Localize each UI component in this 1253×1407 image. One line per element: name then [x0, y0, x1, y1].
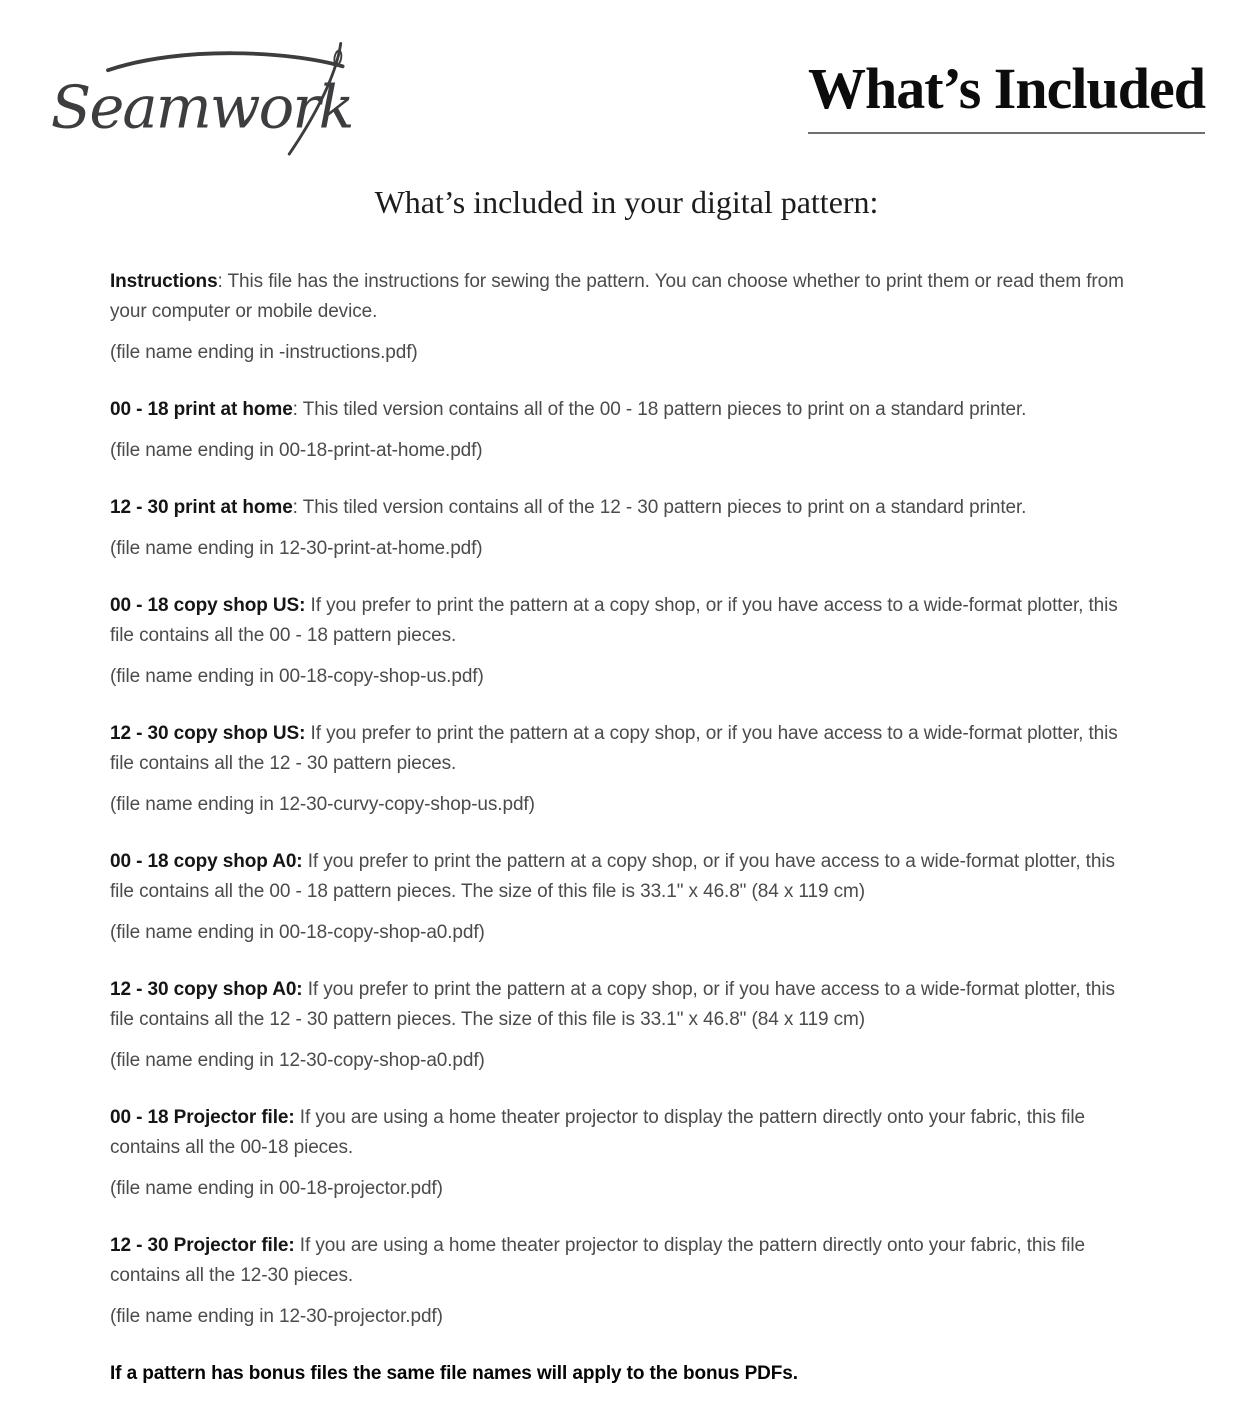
- file-description: If you prefer to print the pattern at a copy shop, or if you have access to a wide-format plotter, this file contains all the 00 - 18 pattern pieces. The size of this file is 33.1" x 46.8" (84 x 119 cm): [110, 851, 1115, 902]
- pattern-file-entry-12-30-copy-shop-us: [110, 719, 1140, 820]
- file-name-note: (file name ending in 12-30-print-at-home.pdf): [110, 538, 483, 559]
- pattern-file-entry-12-30-copy-shop-a0: [110, 975, 1140, 1076]
- pattern-file-entry-00-18-projector: [110, 1103, 1140, 1204]
- file-label: 00 - 18 copy shop A0:: [110, 851, 303, 872]
- label-separator: :: [292, 497, 303, 518]
- bonus-files-note: If a pattern has bonus files the same file names will apply to the bonus PDFs.: [110, 1363, 798, 1384]
- file-description: This tiled version contains all of the 12 - 30 pattern pieces to print on a standard printer.: [302, 497, 1027, 518]
- file-description: If you prefer to print the pattern at a copy shop, or if you have access to a wide-format plotter, this file contains all the 12 - 30 pattern pieces.: [110, 723, 1118, 774]
- file-label: 00 - 18 copy shop US:: [110, 595, 306, 616]
- file-description-paragraph: [110, 267, 1140, 327]
- logo-swash-stroke: [108, 53, 343, 70]
- file-description: If you prefer to print the pattern at a copy shop, or if you have access to a wide-format plotter, this file contains all the 00 - 18 pattern pieces.: [110, 595, 1118, 646]
- pattern-file-entry-00-18-copy-shop-a0: [110, 847, 1140, 948]
- content: [110, 267, 1140, 1389]
- pattern-file-entry-instructions: [110, 267, 1140, 368]
- file-name-note: (file name ending in 00-18-copy-shop-a0.pdf): [110, 922, 485, 943]
- label-separator: :: [292, 399, 303, 420]
- pattern-file-entry-00-18-print-at-home: [110, 395, 1140, 466]
- file-name-note: (file name ending in -instructions.pdf): [110, 342, 418, 363]
- page-header: [0, 0, 1253, 156]
- file-description: If you prefer to print the pattern at a copy shop, or if you have access to a wide-format plotter, this file contains all the 12 - 30 pattern pieces. The size of this file is 33.1" x 46.8" (84 x 119 cm): [110, 979, 1115, 1030]
- file-description-paragraph: [110, 493, 1140, 523]
- file-label: 00 - 18 print at home: [110, 399, 293, 420]
- file-label: 12 - 30 Projector file:: [110, 1235, 295, 1256]
- file-description: If you are using a home theater projector to display the pattern directly onto your fabric, this file contains all the 12-30 pieces.: [110, 1235, 1085, 1286]
- file-label: 00 - 18 Projector file:: [110, 1107, 295, 1128]
- file-description-paragraph: [110, 395, 1140, 425]
- page-title: What’s Included: [808, 60, 1205, 134]
- file-label: Instructions: [110, 271, 218, 292]
- file-name-note: (file name ending in 12-30-projector.pdf): [110, 1306, 443, 1327]
- file-description-paragraph: [110, 847, 1140, 907]
- file-description-paragraph: [110, 975, 1140, 1035]
- file-name-note: (file name ending in 00-18-projector.pdf): [110, 1178, 443, 1199]
- file-description: If you are using a home theater projector to display the pattern directly onto your fabric, this file contains all the 00-18 pieces.: [110, 1107, 1085, 1158]
- seamwork-logo-text: Seamwork: [50, 72, 353, 142]
- pattern-file-entry-00-18-copy-shop-us: [110, 591, 1140, 692]
- file-name-note: (file name ending in 12-30-copy-shop-a0.pdf): [110, 1050, 485, 1071]
- file-description-paragraph: [110, 1231, 1140, 1291]
- file-description: This file has the instructions for sewing the pattern. You can choose whether to print them or read them from your computer or mobile device.: [110, 271, 1124, 322]
- page-title-wrap: [807, 56, 1205, 134]
- seamwork-logo: [45, 32, 377, 156]
- file-label: 12 - 30 copy shop A0:: [110, 979, 303, 1000]
- seamwork-logo-graphic: [45, 32, 377, 156]
- file-description-paragraph: [110, 1103, 1140, 1163]
- pattern-file-entry-12-30-projector: [110, 1231, 1140, 1332]
- file-description-paragraph: [110, 591, 1140, 651]
- file-name-note: (file name ending in 00-18-copy-shop-us.pdf): [110, 666, 484, 687]
- label-separator: :: [217, 271, 228, 292]
- file-description-paragraph: [110, 719, 1140, 779]
- file-description: This tiled version contains all of the 00 - 18 pattern pieces to print on a standard printer.: [302, 399, 1027, 420]
- file-name-note: (file name ending in 12-30-curvy-copy-shop-us.pdf): [110, 794, 535, 815]
- document-heading: What’s included in your digital pattern:: [374, 184, 879, 220]
- file-label: 12 - 30 copy shop US:: [110, 723, 306, 744]
- file-name-note: (file name ending in 00-18-print-at-home.pdf): [110, 440, 483, 461]
- file-label: 12 - 30 print at home: [110, 497, 293, 518]
- pattern-file-entry-12-30-print-at-home: [110, 493, 1140, 564]
